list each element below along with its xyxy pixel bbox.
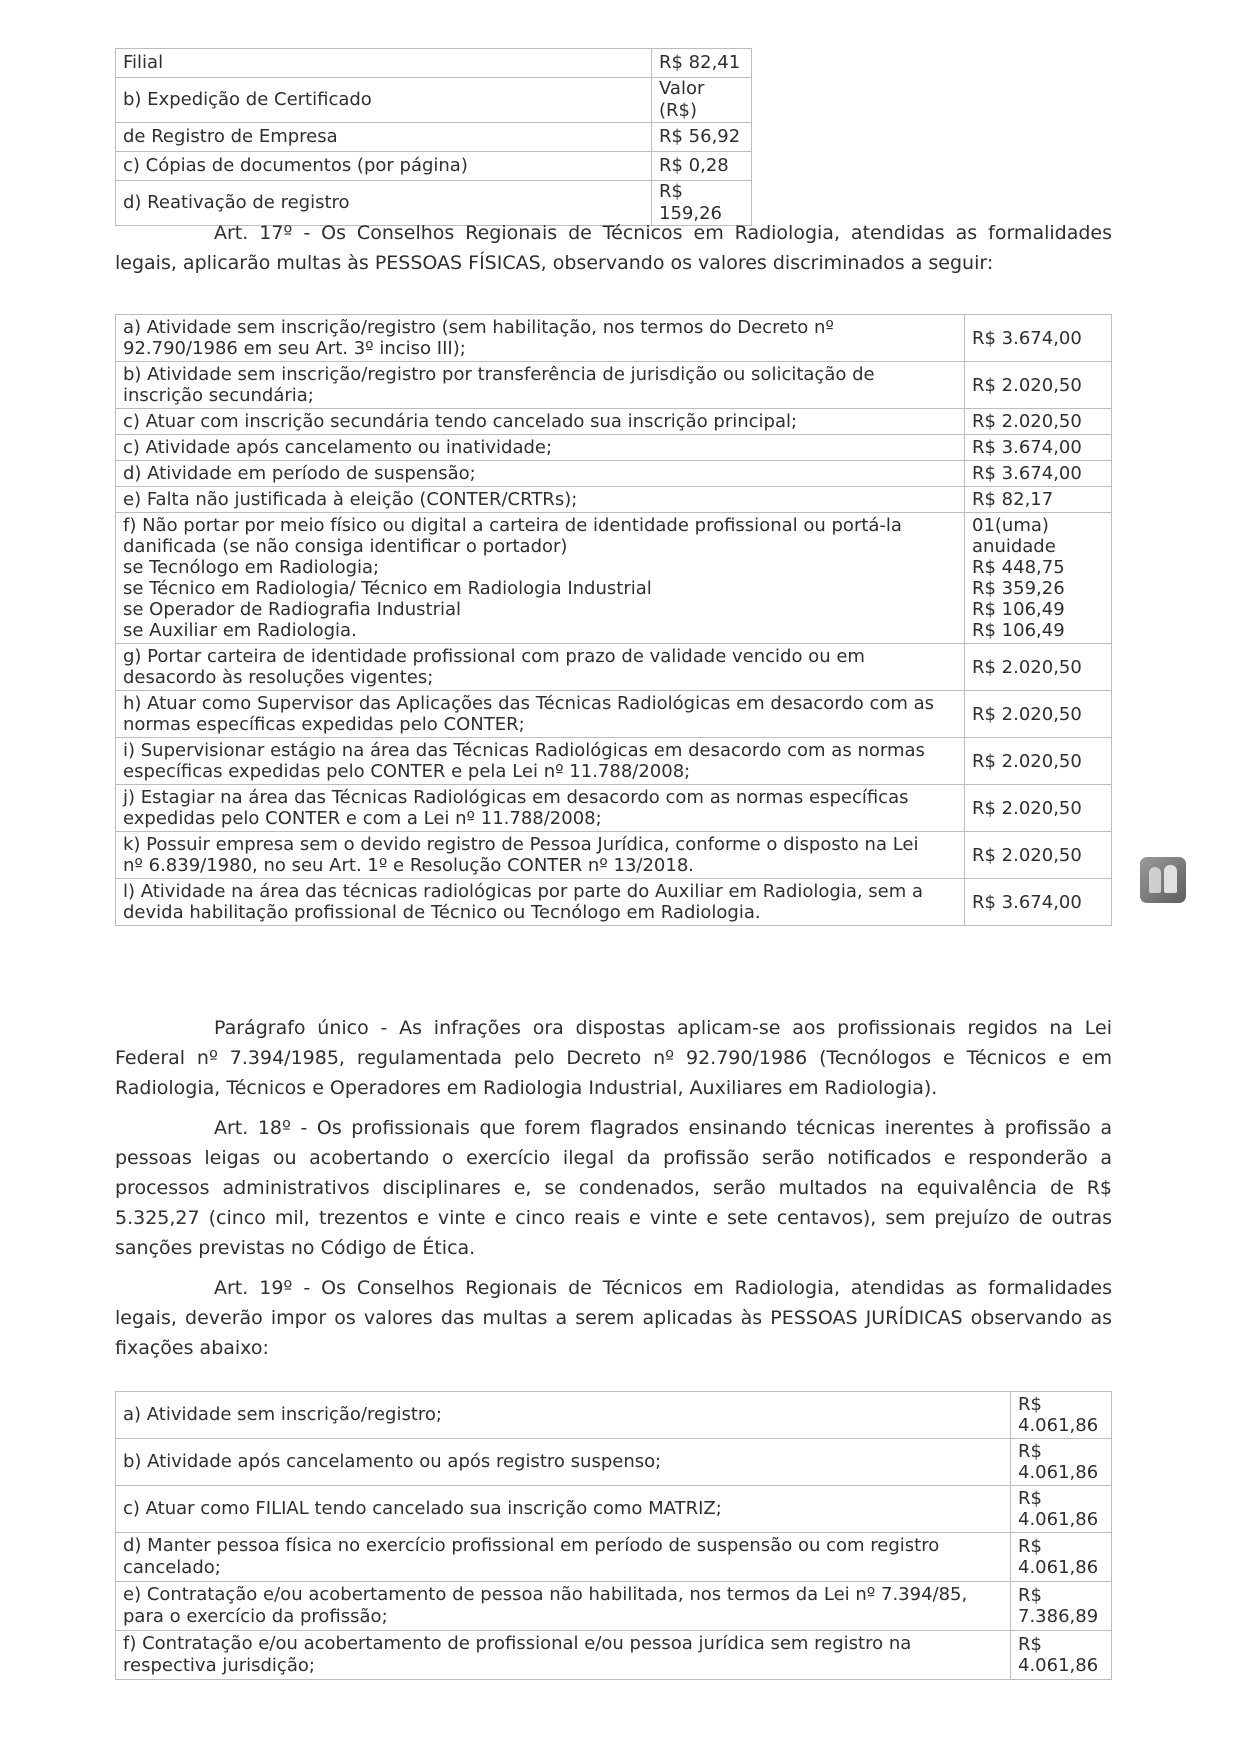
description-line: nº 6.839/1980, no seu Art. 1º e Resolução CONTER nº 13/2018. [123, 855, 694, 876]
fine-value [1011, 1486, 1112, 1533]
fee-value: R$ 0,28 [652, 152, 752, 181]
fine-description [116, 315, 965, 362]
value-line: 4.061,86 [1018, 1415, 1099, 1436]
fine-description [116, 832, 965, 879]
fine-description [116, 691, 965, 738]
description-line: inscrição secundária; [123, 385, 314, 406]
fine-description [116, 1582, 1011, 1631]
fine-value [1011, 1439, 1112, 1486]
table-row [116, 832, 1112, 879]
fine-value [1011, 1533, 1112, 1582]
fine-value: R$ 2.020,50 [965, 409, 1112, 435]
description-line: j) Estagiar na área das Técnicas Radiológicas em desacordo com as normas específicas [123, 787, 909, 808]
fine-description [116, 785, 965, 832]
side-thumbnail-icon [1140, 857, 1186, 903]
fine-description [116, 1486, 1011, 1533]
table-row [116, 461, 1112, 487]
description-line: se Auxiliar em Radiologia. [123, 620, 357, 641]
fine-value: R$ 2.020,50 [965, 691, 1112, 738]
fee-label: c) Cópias de documentos (por página) [116, 152, 652, 181]
fine-value: R$ 2.020,50 [965, 362, 1112, 409]
description-line: respectiva jurisdição; [123, 1655, 315, 1676]
fine-value: R$ 2.020,50 [965, 832, 1112, 879]
fine-description [116, 409, 965, 435]
table-row [116, 691, 1112, 738]
description-line: para o exercício da profissão; [123, 1606, 388, 1627]
description-line: 92.790/1986 em seu Art. 3º inciso III); [123, 338, 466, 359]
value-line: R$ [1018, 1488, 1042, 1509]
description-line: a) Atividade sem inscrição/registro; [123, 1404, 442, 1425]
fine-value: R$ 82,17 [965, 487, 1112, 513]
table-row [116, 409, 1112, 435]
fine-value: R$ 3.674,00 [965, 315, 1112, 362]
fees-table [115, 48, 752, 226]
description-line: b) Atividade após cancelamento ou após registro suspenso; [123, 1451, 662, 1472]
description-line: cancelado; [123, 1557, 221, 1578]
art18-paragraph: Art. 18º - Os profissionais que forem flagrados ensinando técnicas inerentes à profissão a pessoas leigas ou acobertando o exercício ilegal da profissão serão notificados e responderão a processos administrativos disciplinares e, se condenados, serão multados na equivalência de R$ 5.325,27 (cinco mil, trezentos e vinte e cinco reais e vinte e sete centavos), sem prejuízo de outras sanções previstas no Código de Ética. [115, 1117, 1112, 1259]
table-row [116, 644, 1112, 691]
table-row [116, 1439, 1112, 1486]
fine-value [965, 513, 1112, 644]
value-line: R$ [1018, 1585, 1042, 1606]
description-line: danificada (se não consiga identificar o portador) [123, 536, 568, 557]
description-line: d) Atividade em período de suspensão; [123, 463, 476, 484]
table-row [116, 1582, 1112, 1631]
table-row [116, 1533, 1112, 1582]
description-line: k) Possuir empresa sem o devido registro de Pessoa Jurídica, conforme o disposto na Lei [123, 834, 919, 855]
description-line: c) Atuar com inscrição secundária tendo cancelado sua inscrição principal; [123, 411, 798, 432]
value-line: R$ [1018, 1536, 1042, 1557]
description-line: e) Contratação e/ou acobertamento de pessoa não habilitada, nos termos da Lei nº 7.394/85, [123, 1584, 968, 1605]
table-row [116, 123, 752, 152]
fine-value [1011, 1582, 1112, 1631]
fine-description [116, 513, 965, 644]
fine-description [116, 1439, 1011, 1486]
description-line: g) Portar carteira de identidade profissional com prazo de validade vencido ou em [123, 646, 865, 667]
description-line: se Tecnólogo em Radiologia; [123, 557, 380, 578]
value-line: 7.386,89 [1018, 1606, 1099, 1627]
fee-label: d) Reativação de registro [116, 181, 652, 226]
pf-fines-table-body [116, 315, 1112, 926]
fine-description [116, 435, 965, 461]
value-line: 4.061,86 [1018, 1557, 1099, 1578]
table-row [116, 513, 1112, 644]
fine-description [116, 644, 965, 691]
fine-description [116, 461, 965, 487]
fine-value [1011, 1392, 1112, 1439]
fine-description [116, 487, 965, 513]
description-line: h) Atuar como Supervisor das Aplicações das Técnicas Radiológicas em desacordo com as [123, 693, 935, 714]
value-line: 4.061,86 [1018, 1655, 1099, 1676]
fee-label: de Registro de Empresa [116, 123, 652, 152]
table-row [116, 78, 752, 123]
table-row [116, 49, 752, 78]
description-line: expedidas pelo CONTER e com a Lei nº 11.788/2008; [123, 808, 602, 829]
value-line: anuidade [972, 536, 1056, 557]
table-row [116, 152, 752, 181]
description-line: c) Atividade após cancelamento ou inatividade; [123, 437, 553, 458]
fine-value: R$ 3.674,00 [965, 461, 1112, 487]
fine-value: R$ 2.020,50 [965, 738, 1112, 785]
fine-description [116, 738, 965, 785]
value-line: R$ 359,26 [972, 578, 1065, 599]
fee-value: R$ 56,92 [652, 123, 752, 152]
table-row [116, 1392, 1112, 1439]
description-line: desacordo às resoluções vigentes; [123, 667, 434, 688]
fine-description [116, 1533, 1011, 1582]
description-line: f) Contratação e/ou acobertamento de profissional e/ou pessoa jurídica sem registro na [123, 1633, 912, 1654]
fine-value: R$ 2.020,50 [965, 644, 1112, 691]
pj-fines-table [115, 1391, 1112, 1680]
value-line: 01(uma) [972, 515, 1049, 536]
description-line: f) Não portar por meio físico ou digital a carteira de identidade profissional ou portá-la [123, 515, 902, 536]
fine-value: R$ 3.674,00 [965, 879, 1112, 926]
description-line: se Operador de Radiografia Industrial [123, 599, 462, 620]
table-row [116, 738, 1112, 785]
fine-value: R$ 3.674,00 [965, 435, 1112, 461]
description-line: l) Atividade na área das técnicas radiológicas por parte do Auxiliar em Radiologia, sem a [123, 881, 924, 902]
table-row [116, 435, 1112, 461]
value-line: 4.061,86 [1018, 1462, 1099, 1483]
fee-label: Filial [116, 49, 652, 78]
fees-table-body [116, 49, 752, 226]
value-line: R$ [1018, 1394, 1042, 1415]
art17-paragraph: Art. 17º - Os Conselhos Regionais de Técnicos em Radiologia, atendidas as formalidades legais, aplicarão multas às PESSOAS FÍSICAS, observando os valores discriminados a seguir: [115, 222, 1112, 274]
fine-description [116, 879, 965, 926]
value-line: 4.061,86 [1018, 1509, 1099, 1530]
fine-value [1011, 1631, 1112, 1680]
fee-value: R$ 159,26 [652, 181, 752, 226]
description-line: e) Falta não justificada à eleição (CONTER/CRTRs); [123, 489, 578, 510]
description-line: se Técnico em Radiologia/ Técnico em Radiologia Industrial [123, 578, 652, 599]
art19-paragraph: Art. 19º - Os Conselhos Regionais de Técnicos em Radiologia, atendidas as formalidades legais, deverão impor os valores das multas a serem aplicadas às PESSOAS JURÍDICAS observando as fixações abaixo: [115, 1277, 1112, 1359]
value-line: R$ 106,49 [972, 599, 1065, 620]
fine-description [116, 1631, 1011, 1680]
description-line: normas específicas expedidas pelo CONTER; [123, 714, 525, 735]
value-line: R$ [1018, 1441, 1042, 1462]
table-row [116, 1631, 1112, 1680]
table-row [116, 315, 1112, 362]
fine-description [116, 1392, 1011, 1439]
fee-label: b) Expedição de Certificado [116, 78, 652, 123]
fee-value: Valor (R$) [652, 78, 752, 123]
value-line: R$ 106,49 [972, 620, 1065, 641]
value-line: R$ 448,75 [972, 557, 1065, 578]
table-row [116, 1486, 1112, 1533]
description-line: a) Atividade sem inscrição/registro (sem habilitação, nos termos do Decreto nº [123, 317, 834, 338]
description-line: i) Supervisionar estágio na área das Técnicas Radiológicas em desacordo com as normas [123, 740, 925, 761]
value-line: R$ [1018, 1634, 1042, 1655]
description-line: b) Atividade sem inscrição/registro por transferência de jurisdição ou solicitação de [123, 364, 875, 385]
fine-description [116, 362, 965, 409]
description-line: d) Manter pessoa física no exercício profissional em período de suspensão ou com registro [123, 1535, 940, 1556]
description-line: c) Atuar como FILIAL tendo cancelado sua inscrição como MATRIZ; [123, 1498, 722, 1519]
description-line: específicas expedidas pelo CONTER e pela Lei nº 11.788/2008; [123, 761, 691, 782]
table-row [116, 362, 1112, 409]
description-line: devida habilitação profissional de Técnico ou Tecnólogo em Radiologia. [123, 902, 761, 923]
pf-fines-table [115, 314, 1112, 926]
pj-fines-table-body [116, 1392, 1112, 1680]
table-row [116, 785, 1112, 832]
fine-value: R$ 2.020,50 [965, 785, 1112, 832]
table-row [116, 487, 1112, 513]
paragrafo-unico: Parágrafo único - As infrações ora dispostas aplicam-se aos profissionais regidos na Lei Federal nº 7.394/1985, regulamentada pelo Decreto nº 92.790/1986 (Tecnólogos e Técnicos e em Radiologia, Técnicos e Operadores em Radiologia Industrial, Auxiliares em Radiologia). [115, 1017, 1112, 1099]
table-row [116, 879, 1112, 926]
fee-value: R$ 82,41 [652, 49, 752, 78]
